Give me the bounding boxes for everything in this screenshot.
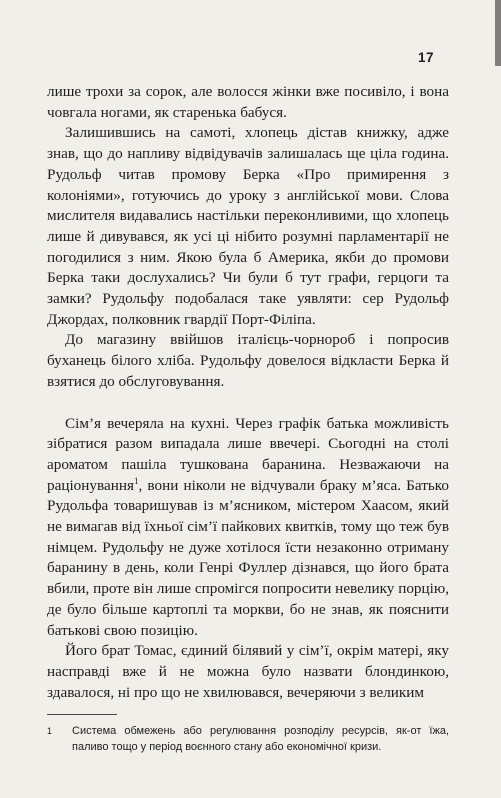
- footnote-mark: 1: [47, 726, 53, 736]
- paragraph-family-dinner-rest: , вони ніколи не відчували браку м’яса. Батько Рудольфа товаришував із м’ясником, містером Хаасом, який не вимагав від їхньої сім’ї пайкових квитків, тому що теж був німцем. Рудольфу не дуже хотілося їсти незаконно отриману баранину в день, коли Генрі Фуллер дізнався, що його брата вбили, проте він лише спромігся попросити невелику порцію, де було більше картоплі та моркви, бо не знав, як пояснити батькові свою позицію.: [47, 476, 449, 639]
- footnote: [47, 724, 449, 755]
- paragraph-brother-thomas: Його брат Томас, єдиний білявий у сім’ї, окрім матері, яку насправді вже й не можна було назвати блондинкою, здавалося, ні про що не хвилювався, вечеряючи з великим: [47, 642, 449, 701]
- paragraph-continued: лише трохи за сорок, але волосся жінки вже посивіло, і вона човгала ногами, як старенька бабуся.: [47, 83, 449, 121]
- page-number: 17: [418, 50, 435, 65]
- paragraph-family-dinner-start: Сім’я вечеряла на кухні. Через графік батька можливість зібратися разом випадала лише ввечері. Сьогодні на столі ароматом пашіла тушкована баранина. Незважаючи на раціонування: [47, 414, 449, 494]
- page-edge-mark: [495, 0, 501, 66]
- footnote-text: Система обмежень або регулювання розподілу ресурсів, як-от їжа, паливо тощо у період воєнного стану або економічної кризи.: [72, 725, 449, 753]
- body-text: [47, 82, 449, 703]
- paragraph-burke-speech: Залишившись на самоті, хлопець дістав книжку, адже знав, що до напливу відвідувачів залишалась ще ціла година. Рудольф читав промову Берка «Про примирення з колоніями», готуючись до уроку з англійської мови. Слова мислителя видавались настільки переконливими, що хлопець лише й дивувався, як усі ці нібито розумні парламентарії не погодилися з ним. Якою була б Америка, якби до промови Берка таки дослухались? Чи були б тут графи, герцоги та замки? Рудольфу подобалася таке уявляти: сер Рудольф Джордах, полковник гвардії Порт-Філіпа.: [47, 124, 449, 328]
- footnote-divider: [47, 714, 117, 715]
- paragraph-family-dinner: [47, 414, 449, 642]
- footnote-reference[interactable]: 1: [133, 475, 139, 486]
- paragraph-customer: До магазину ввійшов італієць-чорнороб і попросив буханець білого хліба. Рудольфу довелося відкласти Берка й взятися до обслуговування.: [47, 331, 449, 390]
